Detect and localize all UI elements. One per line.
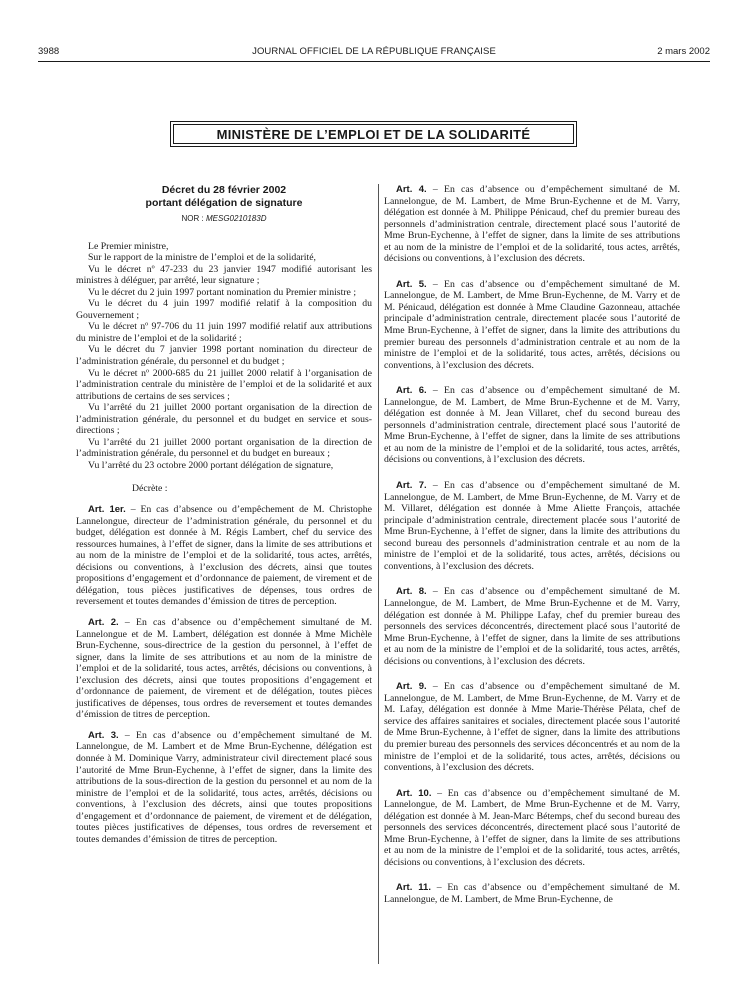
right-column (384, 184, 680, 906)
preamble-line: Vu l’arrêté du 21 juillet 2000 portant organisation de la direction de l’administration générale, du personnel et du budget en service et sous-directions ; (76, 402, 372, 437)
decree-title (76, 184, 372, 209)
decree-title-line2: portant délégation de signature (145, 196, 303, 209)
article-text: – En cas d’absence ou d’empêchement simultané de M. Lannelongue, de M. Lambert, de Mme Brun-Eychenne et de M. Varry, délégation est donnée à M. Jean-Marc Bétemps, chef du second bureau des personnels des services déconcentrés, directement placé sous l’autorité de Mme Brun-Eychenne, à l’effet de signer, dans la limite de ses attributions et au nom de la ministre de l’emploi et de la solidarité, tous actes, arrêtés, décisions ou conventions, à l’exclusion des décrets. (384, 787, 680, 868)
article-text: – En cas d’absence ou d’empêchement simultané de M. Lannelongue, de M. Lambert, de Mme Brun-Eychenne, de M. Varry et de M. Lafay, délégation est donnée à Mme Marie-Thérèse Pélata, chef de service des affaires sanitaires et sociales, directement placée sous l’autorité de Mme Brun-Eychenne, à l’effet de signer, dans la limite des attributions du premier bureau des personnels des services déconcentrés et au nom de la ministre de l’emploi et de la solidarité, tous actes, arrêtés, décisions ou conventions, à l’exclusion des décrets. (384, 681, 680, 774)
article-4 (384, 184, 680, 265)
article-text: – En cas d’absence ou d’empêchement de M. Christophe Lannelongue, directeur de l’administration générale, du personnel et du budget, délégation est donnée à M. Régis Lambert, chef du service des ressources humaines, à l’effet de signer, dans la limite de ses attributions et au nom de la ministre de l’emploi et de la solidarité, tous actes, arrêtés, décisions ou conventions, à l’exclusion des décrets, ainsi que toutes propositions d’engagement et d’ordonnance de paiement, de virement et de délégation, tous pièces justificatives de dépenses, tous ordres de reversement et toutes demandes d’émission de titres de perception. (76, 504, 372, 608)
preamble-line: Vu l’arrêté du 21 juillet 2000 portant organisation de la direction de l’administration générale, du personnel et du budget en bureaux ; (76, 436, 372, 460)
preamble-line: Sur le rapport de la ministre de l’emploi et de la solidarité, (88, 252, 316, 264)
nor-reference (76, 213, 372, 225)
article-2 (76, 617, 372, 721)
article-1 (76, 504, 372, 608)
preamble-line: Le Premier ministre, (88, 240, 169, 252)
article-6 (384, 385, 680, 466)
article-text: – En cas d’absence ou d’empêchement simultané de M. Lannelongue, de M. Lambert, de Mme Brun-Eychenne et de M. Varry, délégation est donnée à M. Philippe Pénicaud, chef du premier bureau des personnels d’administration centrale, directement placé sous l’autorité de Mme Brun-Eychenne, à l’effet de signer, dans la limite de ses attributions et au nom de la ministre de l’emploi et de la solidarité, tous actes, arrêtés, décisions ou conventions, à l’exclusion des décrets. (384, 184, 680, 265)
preamble-line: Vu le décret nº 47-233 du 23 janvier 1947 modifié autorisant les ministres à déléguer, par arrêté, leur signature ; (76, 263, 372, 287)
column-divider (378, 184, 379, 964)
article-11 (384, 882, 680, 905)
publication-date: 2 mars 2002 (657, 46, 710, 57)
article-text: – En cas d’absence ou d’empêchement simultané de M. Lannelongue, de M. Lambert, de Mme Brun-Eychenne, de M. Varry et de M. Villaret, délégation est donnée à Mme Aliette François, attachée principale d’administration centrale, directement placée sous l’autorité de Mme Brun-Eychenne, à l’effet de signer, dans la limite des attributions du second bureau des personnels d’administration centrale et au nom de la ministre de l’emploi et de la solidarité, tous actes, arrêtés, décisions ou conventions, à l’exclusion des décrets. (384, 480, 680, 572)
preamble-line: Vu l’arrêté du 23 octobre 2000 portant délégation de signature, (88, 459, 334, 471)
left-column (76, 184, 372, 845)
header-rule (38, 61, 710, 62)
preamble-line: Vu le décret du 7 janvier 1998 portant nomination du directeur de l’administration générale, du personnel et du budget ; (76, 344, 372, 368)
preamble (76, 241, 372, 472)
article-10 (384, 788, 680, 869)
article-label: Art. 6. (396, 385, 427, 397)
preamble-line: Vu le décret du 2 juin 1997 portant nomination du Premier ministre ; (88, 286, 357, 298)
article-label: Art. 10. (396, 787, 432, 799)
decree-title-line1: Décret du 28 février 2002 (161, 184, 287, 196)
article-text: – En cas d’absence ou d’empêchement simultané de M. Lannelongue, de M. Lambert, de Mme Brun-Eychenne, de (384, 882, 680, 905)
article-text: – En cas d’absence ou d’empêchement simultané de M. Lannelongue et de M. Lambert, délégation est donnée à Mme Michèle Brun-Eychenne, sous-directrice de la gestion du personnel, à l’effet de signer, dans la limite de ses attributions et au nom de la ministre de l’emploi et de la solidarité, tous actes, arrêtés, décisions ou conventions, à l’exclusion des décrets, ainsi que toutes propositions d’engagement et d’ordonnance de paiement, de virement et de délégation, toutes pièces justificatives de dépenses, tous ordres de reversement et toutes demandes d’émission de titres de perception. (76, 616, 372, 721)
nor-code: MESG0210183D (205, 214, 267, 223)
article-label: Art. 7. (396, 480, 427, 492)
article-label: Art. 11. (396, 882, 431, 894)
journal-title: JOURNAL OFFICIEL DE LA RÉPUBLIQUE FRANÇAISE (252, 46, 496, 57)
page-header (38, 46, 710, 60)
article-3 (76, 730, 372, 845)
article-text: – En cas d’absence ou d’empêchement simultané de M. Lannelongue, de M. Lambert, de Mme Brun-Eychenne, de M. Varry et de M. Pénicaud, délégation est donnée à Mme Claudine Gazonneau, attachée principale d’administration centrale, directement placée sous l’autorité de Mme Brun-Eychenne, à l’effet de signer, dans la limite des attributions du premier bureau des personnels d’administration centrale et au nom de la ministre de l’emploi et de la solidarité, tous actes, arrêtés, décisions ou conventions, à l’exclusion des décrets. (384, 278, 680, 371)
article-9 (384, 681, 680, 773)
article-label: Art. 2. (88, 616, 119, 628)
article-label: Art. 9. (396, 681, 427, 693)
article-8 (384, 586, 680, 667)
article-label: Art. 3. (88, 729, 119, 741)
decrete-heading: Décrète : (132, 483, 168, 495)
preamble-line: Vu le décret du 4 juin 1997 modifié relatif à la composition du Gouvernement ; (76, 298, 372, 321)
article-label: Art. 5. (396, 278, 427, 290)
page-number: 3988 (38, 46, 60, 57)
article-text: – En cas d’absence ou d’empêchement simultané de M. Lannelongue, de M. Lambert et de Mme Brun-Eychenne, délégation est donnée à M. Dominique Varry, administrateur civil directement placé sous l’autorité de Mme Brun-Eychenne, à l’effet de signer, dans la limite des attributions de la sous-direction de la gestion du personnel et au nom de la ministre de l’emploi et de la solidarité, tous actes, arrêtés, décisions ou conventions, à l’exclusion des décrets, ainsi que toutes propositions d’engagement et d’ordonnance de paiement, de virement et de délégation, toutes pièces justificatives de dépenses, tous ordres de reversement et toutes demandes d’émission de titres de perception. (76, 729, 372, 845)
nor-label: NOR : (181, 214, 204, 223)
preamble-line: Vu le décret nº 2000-685 du 21 juillet 2000 relatif à l’organisation de l’administration centrale du ministère de l’emploi et de la solidarité et aux attributions de certains de ses services ; (76, 367, 372, 402)
article-text: – En cas d’absence ou d’empêchement simultané de M. Lannelongue, de M. Lambert, de Mme Brun-Eychenne et de M. Varry, délégation est donnée à M. Philippe Lafay, chef du premier bureau des personnels des services déconcentrés, directement placé sous l’autorité de Mme Brun-Eychenne, à l’effet de signer, dans la limite de ses attributions et au nom de la ministre de l’emploi et de la solidarité, tous actes, arrêtés, décisions ou conventions, à l’exclusion des décrets. (384, 586, 680, 667)
ministry-title: MINISTÈRE DE L’EMPLOI ET DE LA SOLIDARITÉ (173, 124, 574, 144)
article-label: Art. 1er. (88, 504, 126, 516)
article-label: Art. 8. (396, 586, 427, 598)
article-5 (384, 279, 680, 371)
article-label: Art. 4. (396, 184, 427, 195)
preamble-line: Vu le décret nº 97-706 du 11 juin 1997 modifié relatif aux attributions du ministre de l’emploi et de la solidarité ; (76, 321, 372, 344)
ministry-box (170, 121, 577, 147)
article-7 (384, 480, 680, 572)
article-text: – En cas d’absence ou d’empêchement simultané de M. Lannelongue, de M. Lambert, de Mme Brun-Eychenne et de M. Varry, délégation est donnée à M. Jean Villaret, chef du second bureau des personnels d’administration centrale, directement placé sous l’autorité de Mme Brun-Eychenne, à l’effet de signer, dans la limite de ses attributions et au nom de la ministre de l’emploi et de la solidarité, tous actes, arrêtés, décisions ou conventions, à l’exclusion des décrets. (384, 385, 680, 466)
